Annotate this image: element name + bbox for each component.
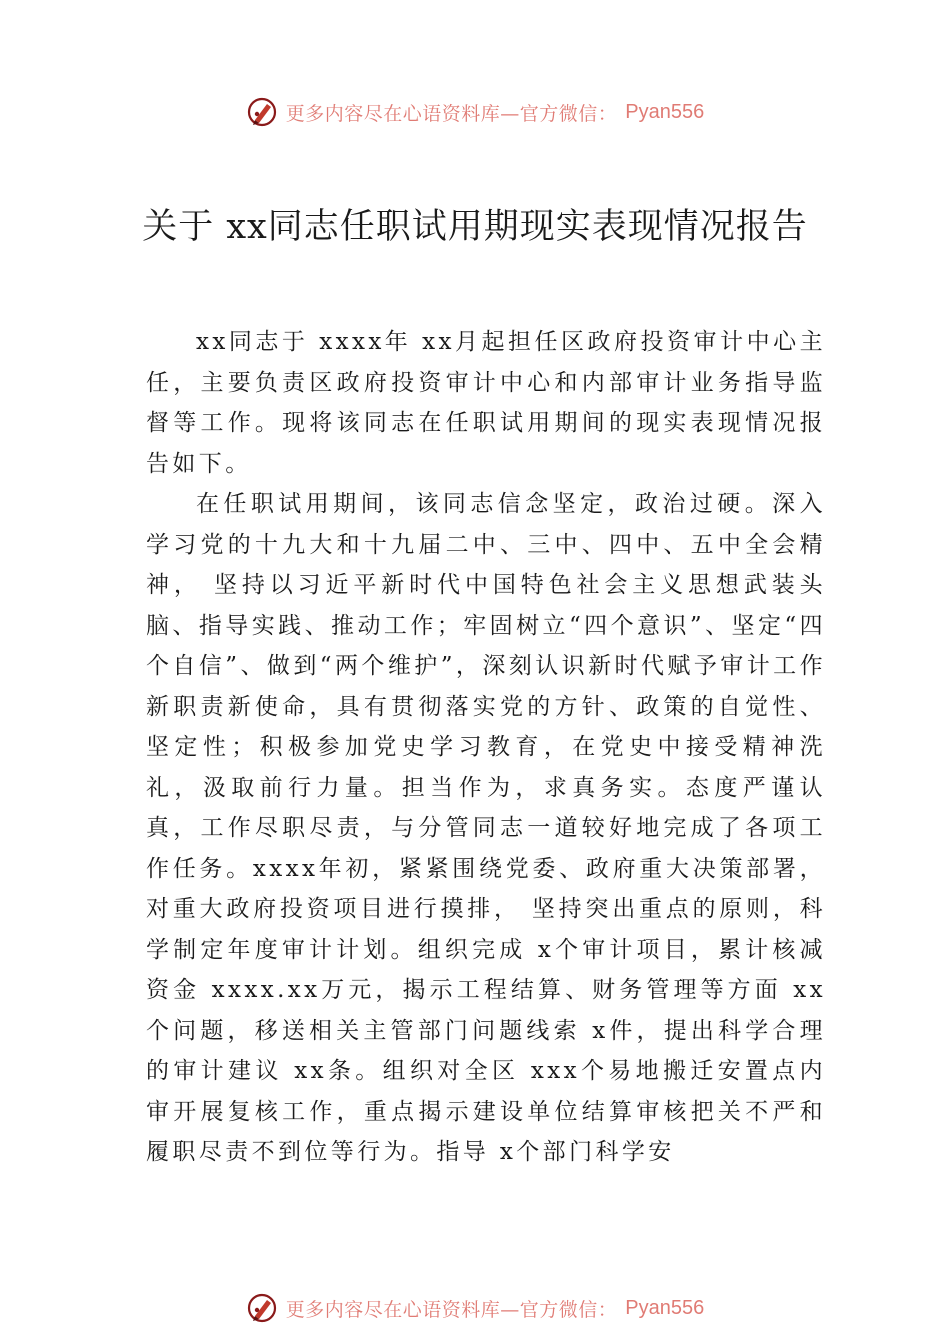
- header-watermark: [0, 96, 950, 128]
- paragraph-performance: 在任职试用期间，该同志信念坚定，政治过硬。深入学习党的十九大和十九届二中、三中、四中、五中全会精神， 坚持以习近平新时代中国特色社会主义思想武装头脑、指导实践、推动工作；牢固树立“四个意识”、坚定“四个自信”、做到“两个维护”，深刻认识新时代赋予审计工作新职责新使命，具有贯彻落实党的方针、政策的自觉性、坚定性；积极参加党史学习教育，在党史中接受精神洗礼，汲取前行力量。担当作为，求真务实。态度严谨认真，工作尽职尽责，与分管同志一道较好地完成了各项工作任务。xxxx年初，紧紧围绕党委、政府重大决策部署，对重大政府投资项目进行摸排， 坚持突出重点的原则，科学制定年度审计计划。组织完成 x个审计项目，累计核减资金 xxxx.xx万元，揭示工程结算、财务管理等方面 xx 个问题，移送相关主管部门问题线索 x件，提出科学合理的审计建议 xx条。组织对全区 xxx个易地搬迁安置点内审开展复核工作，重点揭示建设单位结算审核把关不严和履职尽责不到位等行为。指导 x个部门科学安: [146, 491, 826, 1165]
- document-body: [146, 322, 826, 1173]
- page-title: 关于 xx同志任职试用期现实表现情况报告: [142, 207, 808, 247]
- watermark-text: 更多内容尽在心语资料库—官方微信：: [285, 102, 618, 125]
- pen-logo-icon: [246, 96, 278, 128]
- paragraph-intro: xx同志于 xxxx年 xx月起担任区政府投资审计中心主任，主要负责区政府投资审计中心和内部审计业务指导监督等工作。现将该同志在任职试用期间的现实表现情况报告如下。: [146, 329, 826, 477]
- pen-logo-icon: [246, 1292, 278, 1324]
- footer-watermark: [0, 1292, 950, 1324]
- watermark-handle: Pyan556: [625, 100, 705, 123]
- watermark-handle: Pyan556: [625, 1296, 705, 1319]
- watermark-text: 更多内容尽在心语资料库—官方微信：: [285, 1298, 618, 1321]
